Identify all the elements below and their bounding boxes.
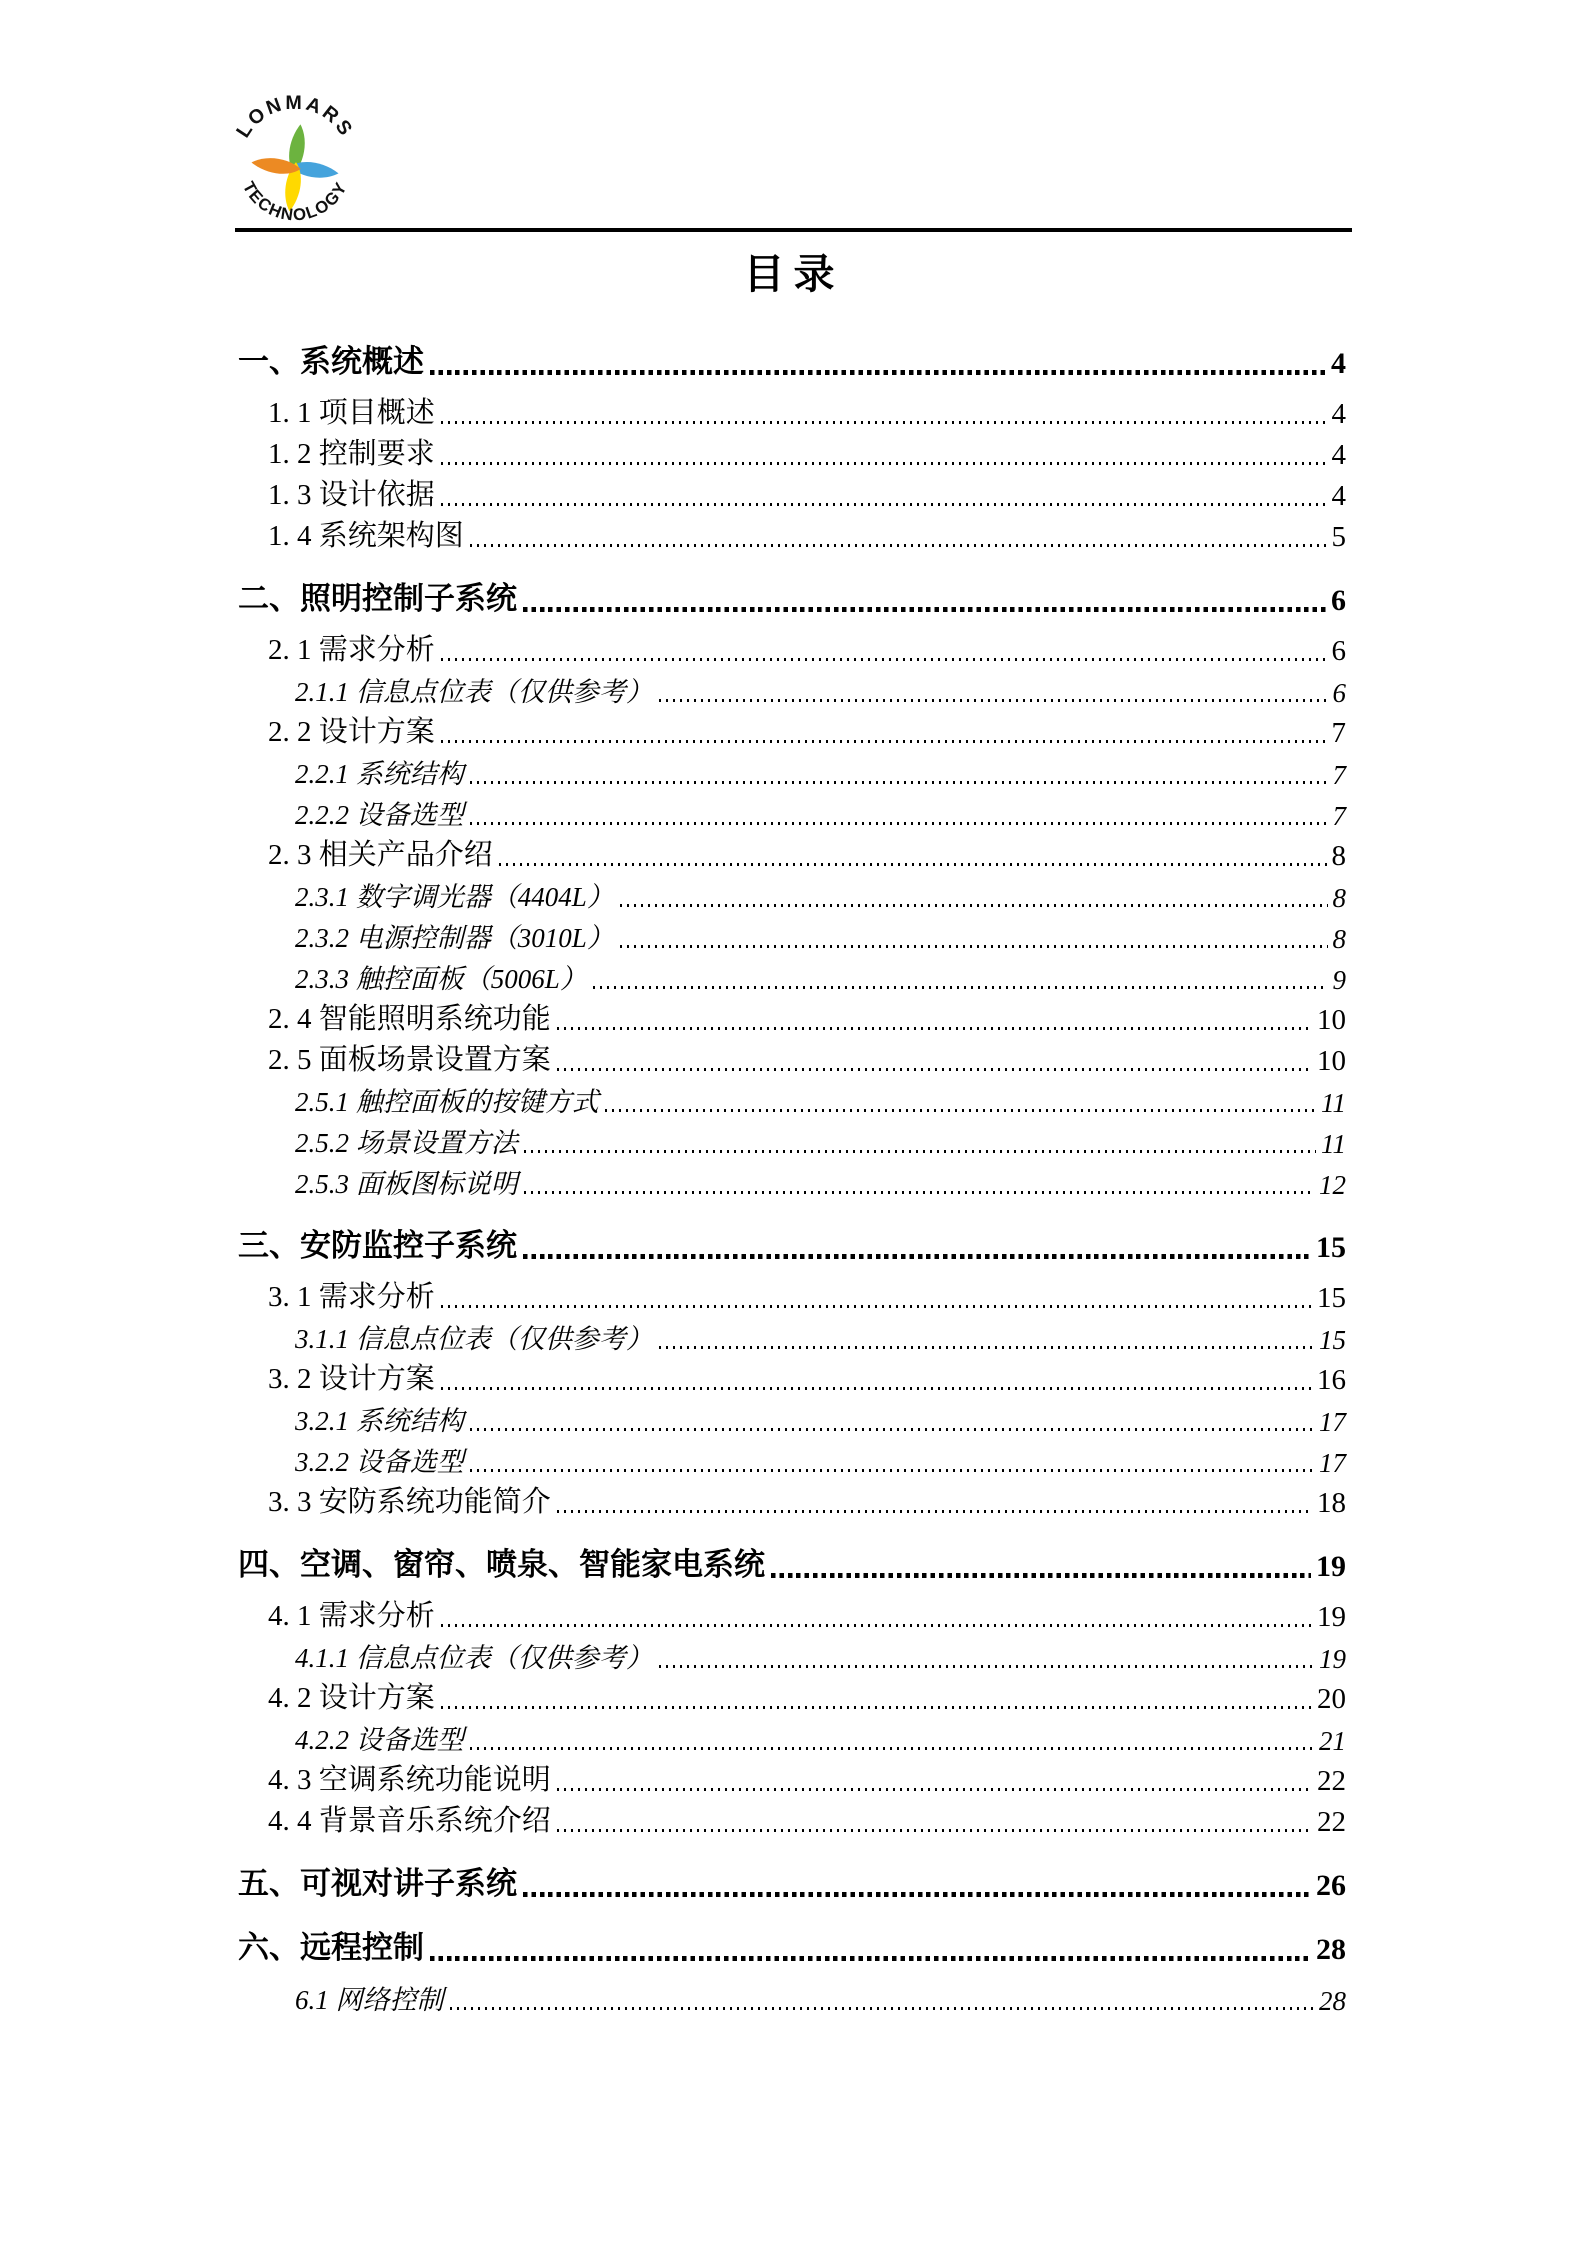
dot-leader — [557, 1027, 1312, 1030]
toc-entry-label: 一、系统概述 — [238, 344, 424, 379]
toc-entry-page: 4 — [1331, 347, 1346, 380]
toc-entry-label: 2. 1 需求分析 — [268, 634, 435, 666]
toc-row[interactable] — [238, 1860, 1346, 1903]
toc-row[interactable] — [238, 1356, 1346, 1397]
toc-entry-page: 10 — [1317, 1045, 1346, 1077]
toc-entry-label: 五、可视对讲子系统 — [238, 1866, 517, 1901]
toc-entry-page: 7 — [1332, 760, 1346, 790]
toc-entry-label: 3. 1 需求分析 — [268, 1281, 435, 1313]
toc-row[interactable] — [238, 1160, 1346, 1201]
toc-entry-page: 19 — [1319, 1644, 1346, 1674]
dot-leader — [523, 1892, 1311, 1897]
dot-leader — [557, 1829, 1312, 1832]
toc-entry-page: 17 — [1319, 1448, 1346, 1478]
toc-row[interactable] — [238, 472, 1346, 513]
toc-entry-page: 11 — [1321, 1088, 1346, 1118]
toc-row[interactable] — [238, 1274, 1346, 1315]
dot-leader — [659, 699, 1328, 702]
toc-entry-label: 4. 3 空调系统功能说明 — [268, 1764, 551, 1796]
toc-entry-page: 10 — [1317, 1004, 1346, 1036]
toc-row[interactable] — [238, 1037, 1346, 1078]
dot-leader — [771, 1573, 1311, 1578]
dot-leader — [441, 740, 1327, 743]
toc-row[interactable] — [238, 627, 1346, 668]
toc-row[interactable] — [238, 1976, 1346, 2017]
dot-leader — [470, 544, 1327, 547]
toc-entry-label: 2.3.3 触控面板（5006L） — [295, 964, 587, 994]
dot-leader — [557, 1068, 1312, 1071]
toc-row[interactable] — [238, 1078, 1346, 1119]
toc-entry-label: 1. 1 项目概述 — [268, 397, 435, 429]
dot-leader — [430, 370, 1326, 375]
toc-row[interactable] — [238, 873, 1346, 914]
toc-entry-label: 四、空调、窗帘、喷泉、智能家电系统 — [238, 1547, 765, 1582]
dot-leader — [470, 781, 1328, 784]
toc-entry-label: 1. 3 设计依据 — [268, 479, 435, 511]
dot-leader — [523, 1254, 1311, 1259]
dot-leader — [470, 1469, 1314, 1472]
toc-entry-page: 11 — [1321, 1129, 1346, 1159]
toc-row[interactable] — [238, 996, 1346, 1037]
toc-row[interactable] — [238, 668, 1346, 709]
dot-leader — [470, 1428, 1314, 1431]
dot-leader — [470, 1747, 1314, 1750]
toc-entry-label: 3.2.2 设备选型 — [295, 1447, 464, 1477]
toc-row[interactable] — [238, 1222, 1346, 1265]
dot-leader — [659, 1665, 1314, 1668]
dot-leader — [524, 1150, 1316, 1153]
toc-entry-label: 2. 2 设计方案 — [268, 716, 435, 748]
toc-row[interactable] — [238, 1119, 1346, 1160]
toc-entry-label: 2.1.1 信息点位表（仅供参考） — [295, 677, 653, 707]
toc-entry-page: 7 — [1332, 801, 1346, 831]
toc-row[interactable] — [238, 1397, 1346, 1438]
dot-leader — [593, 986, 1328, 989]
toc-entry-label: 2.3.2 电源控制器（3010L） — [295, 923, 614, 953]
toc-entry-label: 4. 2 设计方案 — [268, 1682, 435, 1714]
toc-entry-page: 7 — [1331, 717, 1346, 749]
toc-entry-page: 8 — [1332, 883, 1346, 913]
toc-entry-page: 28 — [1319, 1986, 1346, 2016]
dot-leader — [441, 658, 1327, 661]
toc-entry-label: 2. 5 面板场景设置方案 — [268, 1044, 551, 1076]
toc-entry-page: 4 — [1331, 439, 1346, 471]
toc-entry-label: 4.2.2 设备选型 — [295, 1725, 464, 1755]
dot-leader — [470, 822, 1328, 825]
toc-entry-page: 15 — [1317, 1282, 1346, 1314]
toc-entry-label: 2.3.1 数字调光器（4404L） — [295, 882, 614, 912]
toc-row[interactable] — [238, 1479, 1346, 1520]
toc-entry-page: 6 — [1332, 678, 1346, 708]
toc-row[interactable] — [238, 1634, 1346, 1675]
toc-entry-page: 6 — [1331, 584, 1346, 617]
toc-entry-page: 21 — [1319, 1726, 1346, 1756]
toc-row[interactable] — [238, 338, 1346, 381]
toc-entry-label: 2. 3 相关产品介绍 — [268, 839, 493, 871]
toc-entry-page: 8 — [1332, 924, 1346, 954]
toc-entry-page: 19 — [1316, 1550, 1346, 1583]
dot-leader — [620, 904, 1328, 907]
dot-leader — [557, 1788, 1312, 1791]
toc-entry-label: 4. 4 背景音乐系统介绍 — [268, 1805, 551, 1837]
dot-leader — [605, 1109, 1316, 1112]
toc-row[interactable] — [238, 1541, 1346, 1584]
toc-entry-label: 2.2.1 系统结构 — [295, 759, 464, 789]
toc-row[interactable] — [238, 1757, 1346, 1798]
toc-entry-page: 22 — [1317, 1765, 1346, 1797]
toc-row[interactable] — [238, 431, 1346, 472]
toc-entry-page: 22 — [1317, 1806, 1346, 1838]
dot-leader — [450, 2007, 1315, 2010]
toc-row[interactable] — [238, 1798, 1346, 1839]
toc-row[interactable] — [238, 914, 1346, 955]
toc-row[interactable] — [238, 709, 1346, 750]
toc-entry-page: 28 — [1316, 1933, 1346, 1966]
toc-entry-page: 17 — [1319, 1407, 1346, 1437]
dot-leader — [430, 1956, 1311, 1961]
toc-entry-label: 3. 2 设计方案 — [268, 1363, 435, 1395]
logo-bottom-text: TECHNOLOGY — [238, 178, 352, 225]
logo-top-text: LONMARS — [232, 92, 358, 142]
toc-entry-label: 2.5.3 面板图标说明 — [295, 1169, 518, 1199]
toc-entry-page: 8 — [1331, 840, 1346, 872]
toc-entry-page: 15 — [1316, 1231, 1346, 1264]
toc-row[interactable] — [238, 791, 1346, 832]
toc-entry-label: 三、安防监控子系统 — [238, 1228, 517, 1263]
toc-entry-label: 3.2.1 系统结构 — [295, 1406, 464, 1436]
dot-leader — [523, 607, 1326, 612]
toc-row[interactable] — [238, 1438, 1346, 1479]
dot-leader — [441, 1305, 1312, 1308]
dot-leader — [659, 1346, 1314, 1349]
toc-entry-page: 6 — [1331, 635, 1346, 667]
toc-entry-page: 26 — [1316, 1869, 1346, 1902]
dot-leader — [524, 1191, 1314, 1194]
toc-row[interactable] — [238, 575, 1346, 618]
toc-entry-page: 4 — [1331, 398, 1346, 430]
toc-row[interactable] — [238, 1924, 1346, 1967]
toc-row[interactable] — [238, 1593, 1346, 1634]
toc-row[interactable] — [238, 955, 1346, 996]
toc-entry-page: 5 — [1331, 521, 1346, 553]
toc-entry-page: 15 — [1319, 1325, 1346, 1355]
toc-entry-page: 9 — [1332, 965, 1346, 995]
toc-entry-page: 18 — [1317, 1487, 1346, 1519]
company-logo — [222, 92, 368, 238]
toc-entry-label: 六、远程控制 — [238, 1930, 424, 1965]
toc-row[interactable] — [238, 1716, 1346, 1757]
toc-entry-page: 4 — [1331, 480, 1346, 512]
dot-leader — [441, 503, 1327, 506]
toc-entry-label: 1. 2 控制要求 — [268, 438, 435, 470]
dot-leader — [441, 462, 1327, 465]
header-divider — [235, 228, 1352, 232]
toc-entry-label: 3.1.1 信息点位表（仅供参考） — [295, 1324, 653, 1354]
toc-entry-label: 3. 3 安防系统功能简介 — [268, 1486, 551, 1518]
toc-entry-label: 1. 4 系统架构图 — [268, 520, 464, 552]
toc-row[interactable] — [238, 832, 1346, 873]
toc-entry-label: 2.5.1 触控面板的按键方式 — [295, 1087, 599, 1117]
dot-leader — [557, 1510, 1312, 1513]
dot-leader — [441, 1706, 1312, 1709]
dot-leader — [620, 945, 1328, 948]
dot-leader — [499, 863, 1327, 866]
dot-leader — [441, 1387, 1312, 1390]
toc-entry-page: 12 — [1319, 1170, 1346, 1200]
toc-entry-label: 2. 4 智能照明系统功能 — [268, 1003, 551, 1035]
toc-entry-page: 16 — [1317, 1364, 1346, 1396]
toc-row[interactable] — [238, 390, 1346, 431]
toc-row[interactable] — [238, 1675, 1346, 1716]
toc-row[interactable] — [238, 1315, 1346, 1356]
dot-leader — [441, 421, 1327, 424]
dot-leader — [441, 1624, 1312, 1627]
toc-entry-label: 2.2.2 设备选型 — [295, 800, 464, 830]
toc-row[interactable] — [238, 513, 1346, 554]
toc-entry-label: 2.5.2 场景设置方法 — [295, 1128, 518, 1158]
toc-entry-label: 4. 1 需求分析 — [268, 1600, 435, 1632]
toc-entry-page: 20 — [1317, 1683, 1346, 1715]
toc-entry-label: 6.1 网络控制 — [295, 1985, 444, 2015]
page-title: 目录 — [743, 251, 844, 297]
toc-entry-label: 二、照明控制子系统 — [238, 581, 517, 616]
toc-entry-label: 4.1.1 信息点位表（仅供参考） — [295, 1643, 653, 1673]
table-of-contents — [238, 338, 1346, 2017]
toc-entry-page: 19 — [1317, 1601, 1346, 1633]
toc-row[interactable] — [238, 750, 1346, 791]
